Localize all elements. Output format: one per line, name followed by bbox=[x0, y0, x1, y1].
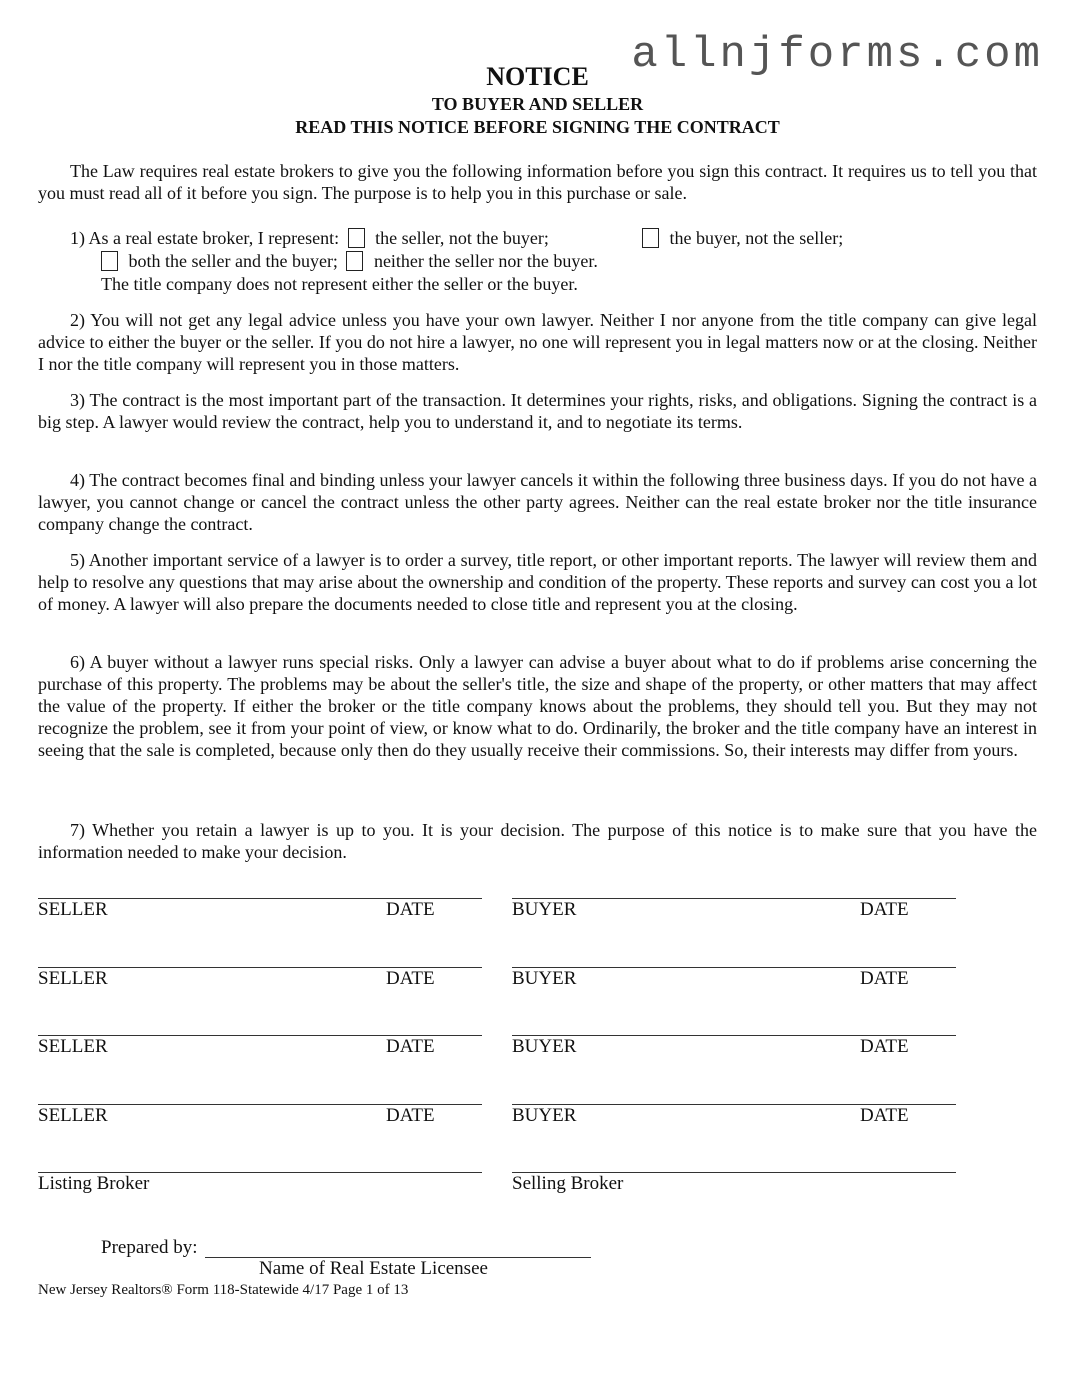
form-footer: New Jersey Realtors® Form 118-Statewide 4/17 Page 1 of 13 bbox=[38, 1282, 409, 1298]
paragraph-4: 4) The contract becomes final and binding unless your lawyer cancels it within the following three business days. If you do not have a lawyer, you cannot change or cancel the contract unless the other party agrees. Neither can the real estate broker nor the title insurance company change the contract. bbox=[38, 470, 1037, 534]
page-subtitle: TO BUYER AND SELLER bbox=[431, 94, 644, 114]
selling-broker-label: Selling Broker bbox=[512, 1173, 624, 1194]
page-subtitle-instruction: READ THIS NOTICE BEFORE SIGNING THE CONTRACT bbox=[295, 117, 780, 137]
buyer-date-label: DATE bbox=[860, 899, 909, 920]
seller-date-label: DATE bbox=[386, 1105, 435, 1126]
representation-row-1 bbox=[70, 227, 549, 249]
checkbox-both[interactable] bbox=[101, 251, 118, 271]
seller-label: SELLER bbox=[38, 1105, 108, 1126]
paragraph-2: 2) You will not get any legal advice unless you have your own lawyer. Neither I nor anyone from the title company can give legal advice to either the buyer or the seller. If you do not hire a lawyer, no one will represent you in legal matters now or at the closing. Neither I nor the title company will represent you in those matters. bbox=[38, 310, 1037, 374]
option-seller-label: the seller, not the buyer; bbox=[375, 228, 549, 248]
paragraph-6: 6) A buyer without a lawyer runs special risks. Only a lawyer can advise a buyer about what to do if problems arise concerning the purchase of this property. The problems may be about the seller's title, the size and shape of the property, or other matters that may affect the value of the property. If either the broker or the title company knows about the problems, they should tell you. But they may not recognize the problem, see it from your point of view, or know what to do. Ordinarily, the broker and the title company have an interest in seeing that the sale is completed, because only then do they usually receive their commissions. So, their interests may differ from yours. bbox=[38, 652, 1037, 760]
option-both-label: both the seller and the buyer; bbox=[128, 251, 338, 271]
checkbox-buyer[interactable] bbox=[642, 228, 659, 248]
representation-row-2 bbox=[97, 250, 598, 272]
buyer-date-label: DATE bbox=[860, 968, 909, 989]
seller-label: SELLER bbox=[38, 1036, 108, 1057]
checkbox-seller[interactable] bbox=[348, 228, 365, 248]
buyer-label: BUYER bbox=[512, 968, 577, 989]
seller-date-label: DATE bbox=[386, 899, 435, 920]
seller-label: SELLER bbox=[38, 968, 108, 989]
prepared-by-label: Prepared by: bbox=[101, 1237, 198, 1258]
intro-paragraph: The Law requires real estate brokers to give you the following information before you sign this contract. It requires us to tell you that you must read all of it before you sign. The purpose is to help you in this purchase or sale. bbox=[38, 161, 1037, 203]
watermark: allnjforms.com bbox=[631, 30, 1043, 80]
buyer-date-label: DATE bbox=[860, 1036, 909, 1057]
seller-date-label: DATE bbox=[386, 968, 435, 989]
checkbox-neither[interactable] bbox=[346, 251, 363, 271]
buyer-date-label: DATE bbox=[860, 1105, 909, 1126]
option-buyer-label: the buyer, not the seller; bbox=[669, 228, 844, 248]
seller-date-label: DATE bbox=[386, 1036, 435, 1057]
page-title: NOTICE bbox=[486, 62, 589, 91]
paragraph-3: 3) The contract is the most important part of the transaction. It determines your rights, risks, and obligations. Signing the contract is a big step. A lawyer would review the contract, help you to understand it, and to negotiate its terms. bbox=[38, 390, 1037, 432]
buyer-label: BUYER bbox=[512, 899, 577, 920]
representation-row-1b bbox=[638, 227, 843, 249]
licensee-name-caption: Name of Real Estate Licensee bbox=[259, 1258, 488, 1279]
paragraph-7: 7) Whether you retain a lawyer is up to you. It is your decision. The purpose of this notice is to make sure that you have the information needed to make your decision. bbox=[38, 820, 1037, 862]
buyer-label: BUYER bbox=[512, 1105, 577, 1126]
listing-broker-label: Listing Broker bbox=[38, 1173, 150, 1194]
paragraph-5: 5) Another important service of a lawyer is to order a survey, title report, or other important reports. The lawyer will review them and help to resolve any questions that may arise about the ownership and condition of the property. These reports and survey can cost you a lot of money. A lawyer will also prepare the documents needed to close title and represent you at the closing. bbox=[38, 550, 1037, 614]
representation-label: 1) As a real estate broker, I represent: bbox=[70, 228, 340, 248]
seller-label: SELLER bbox=[38, 899, 108, 920]
buyer-label: BUYER bbox=[512, 1036, 577, 1057]
option-neither-label: neither the seller nor the buyer. bbox=[373, 251, 598, 271]
title-company-note: The title company does not represent either the seller or the buyer. bbox=[101, 274, 578, 294]
